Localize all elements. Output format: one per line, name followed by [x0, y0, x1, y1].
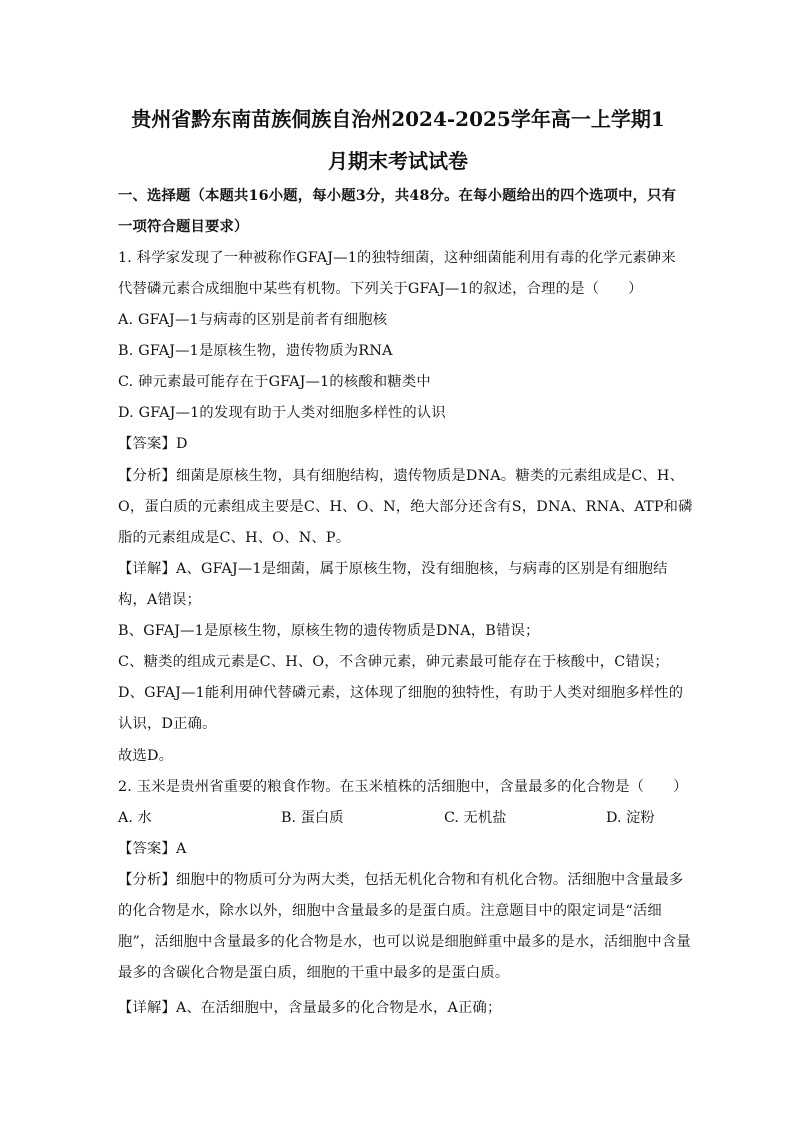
q1-detail-d: D、GFAJ—1能利用砷代替磷元素，这体现了细胞的独特性，有助于人类对细胞多样性的 — [118, 685, 684, 701]
q1-answer: 【答案】D — [118, 436, 188, 452]
document-title-line-1: 贵州省黔东南苗族侗族自治州2024-2025学年高一上学期1 — [131, 107, 665, 131]
q1-option-d: D. GFAJ—1的发现有助于人类对细胞多样性的认识 — [118, 405, 446, 421]
q2-stem: 2. 玉米是贵州省重要的粮食作物。在玉米植株的活细胞中，含量最多的化合物是（ ） — [118, 779, 688, 795]
q2-analysis-cont: 的化合物是水，除水以外，细胞中含量最多的是蛋白质。注意题目中的限定词是“活细 — [118, 903, 662, 919]
section-heading: 一、选择题（本题共16小题，每小题3分，共48分。在每小题给出的四个选项中，只有 — [118, 188, 677, 204]
q1-analysis: 【分析】细菌是原核生物，具有细胞结构，遗传物质是DNA。糖类的元素组成是C、H、 — [118, 468, 685, 484]
q2-detail: 【详解】A、在活细胞中，含量最多的化合物是水，A正确； — [118, 1000, 502, 1016]
document-title-line-2: 月期末考试试卷 — [328, 149, 468, 173]
q1-analysis-cont: 脂的元素组成是C、H、O、N、P。 — [118, 530, 351, 546]
q1-option-c: C. 砷元素最可能存在于GFAJ—1的核酸和糖类中 — [118, 374, 431, 390]
q2-options — [118, 808, 678, 828]
q2-option-c: C. 无机盐 — [444, 810, 507, 826]
q2-analysis-cont: 最多的含碳化合物是蛋白质，细胞的干重中最多的是蛋白质。 — [118, 965, 510, 981]
q2-option-d: D. 淀粉 — [606, 810, 655, 826]
q2-option-a: A. 水 — [118, 810, 152, 826]
q1-stem-cont: 代替磷元素合成细胞中某些有机物。下列关于GFAJ—1的叙述，合理的是（ ） — [118, 281, 643, 297]
q1-detail-d-cont: 认识，D正确。 — [118, 716, 217, 732]
q1-detail-c: C、糖类的组成元素是C、H、O，不含砷元素，砷元素最可能存在于核酸中，C错误； — [118, 654, 669, 670]
q2-analysis: 【分析】细胞中的物质可分为两大类，包括无机化合物和有机化合物。活细胞中含量最多 — [118, 872, 684, 888]
section-heading-cont: 一项符合题目要求） — [118, 219, 249, 235]
q1-option-b: B. GFAJ—1是原核生物，遗传物质为RNA — [118, 343, 393, 359]
q2-option-b: B. 蛋白质 — [281, 810, 344, 826]
q2-analysis-cont: 胞”，活细胞中含量最多的化合物是水，也可以说是细胞鲜重中最多的是水，活细胞中含量 — [118, 934, 691, 950]
q1-detail: 【详解】A、GFAJ—1是细菌，属于原核生物，没有细胞核，与病毒的区别是有细胞结 — [118, 561, 668, 577]
q1-stem: 1. 科学家发现了一种被称作GFAJ—1的独特细菌，这种细菌能利用有毒的化学元素砷来 — [118, 250, 676, 266]
q1-analysis-cont: O，蛋白质的元素组成主要是C、H、O、N，绝大部分还含有S，DNA、RNA、ATP和磷 — [118, 499, 693, 515]
q2-answer: 【答案】A — [118, 841, 187, 857]
q1-detail-cont: 构，A错误； — [118, 592, 202, 608]
q1-detail-b: B、GFAJ—1是原核生物，原核生物的遗传物质是DNA，B错误； — [118, 623, 540, 639]
q1-option-a: A. GFAJ—1与病毒的区别是前者有细胞核 — [118, 312, 388, 328]
q1-conclusion: 故选D。 — [118, 748, 174, 764]
